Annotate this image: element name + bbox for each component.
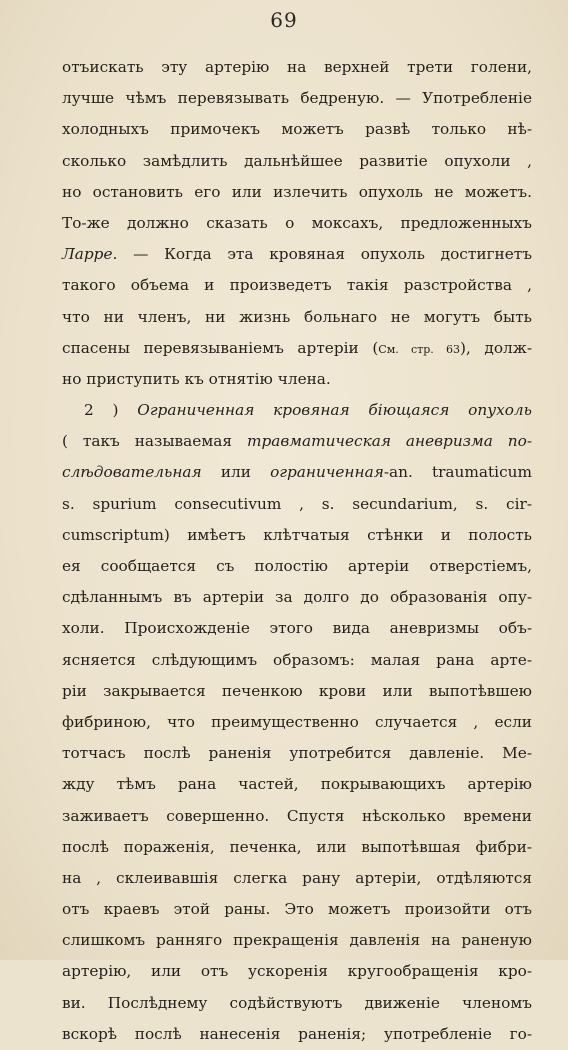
text-segment: cumscriptum) имѣетъ клѣтчатыя стѣнки и полость [62, 525, 532, 544]
text-segment: s. spurium consecutivum , s. secundarium, s. cir- [62, 494, 532, 513]
page-number: 69 [270, 8, 298, 32]
text-segment: То-же должно сказать о моксахъ, предложенныхъ [62, 213, 532, 232]
text-segment: спасены перевязываніемъ артеріи ( [62, 338, 379, 357]
text-line [62, 582, 532, 613]
text-segment: сколько замѣдлить дальнѣйшее развитіе опухоли , [62, 151, 532, 170]
text-line [62, 707, 532, 738]
text-segment: жду тѣмъ рана частей, покрывающихъ артерію [62, 775, 532, 794]
text-line [62, 925, 532, 956]
text-segment: холи. Происхожденіе этого вида аневризмы объ- [62, 619, 532, 638]
text-segment: ( такъ называемая [62, 432, 247, 451]
text-line [62, 1019, 532, 1050]
body-text [62, 52, 532, 1050]
text-line [62, 832, 532, 863]
text-line [62, 801, 532, 832]
italic-text: травматическая аневризма по- [246, 432, 532, 451]
italic-text: Ларре. [62, 245, 118, 264]
text-segment: или [201, 463, 271, 482]
text-segment: слишкомъ ранняго прекращенія давленія на раненую [62, 931, 532, 950]
text-segment: ея сообщается съ полостію артеріи отверстіемъ, [62, 557, 532, 575]
text-segment: фибриною, что преимущественно случается , если [62, 712, 532, 731]
text-line [62, 146, 532, 177]
text-segment: артерію, или отъ ускоренія кругообращенія кро- [62, 962, 532, 981]
text-segment: вскорѣ послѣ нанесенія раненія; употребленіе го- [62, 1024, 532, 1043]
text-segment: — Когда эта кровяная опухоль достигнетъ [117, 245, 532, 264]
text-line [62, 457, 532, 488]
text-segment: отъискать эту артерію на верхней трети голени, [62, 58, 532, 76]
text-segment: ріи закрывается печенкою крови или выпотѣвшею [62, 681, 532, 700]
text-segment: на , склеивавшія слегка рану артеріи, отдѣляются [62, 868, 532, 887]
text-segment: ), долж- [460, 338, 533, 357]
italic-text: слѣдовательная [62, 463, 202, 482]
text-segment: холодныхъ примочекъ можетъ развѣ только нѣ- [62, 120, 532, 139]
text-line [62, 769, 532, 800]
text-segment: послѣ пораженія, печенка, или выпотѣвшая фибри- [62, 837, 532, 856]
text-line [62, 863, 532, 894]
text-line [62, 738, 532, 769]
text-line [62, 551, 532, 582]
text-segment: ясняется слѣдующимъ образомъ: малая рана арте- [62, 650, 532, 669]
italic-text: ограниченная [270, 463, 384, 482]
text-segment: но приступить къ отнятію члена. [62, 369, 331, 388]
text-line [62, 894, 532, 925]
text-line [62, 645, 532, 676]
text-segment: 2 ) [84, 401, 138, 420]
text-line [62, 395, 532, 426]
text-segment: сдѣланнымъ въ артеріи за долго до образованія опу- [62, 588, 532, 607]
text-segment: отъ краевъ этой раны. Это можетъ произойти отъ [62, 900, 532, 919]
text-segment: тотчасъ послѣ раненія употребится давленіе. Ме- [62, 744, 532, 763]
text-line [62, 83, 532, 114]
text-segment: но остановить его или излечить опухоль не можетъ. [62, 182, 532, 201]
text-line [62, 208, 532, 239]
text-segment: -an. traumaticum [383, 463, 532, 482]
text-line [62, 114, 532, 145]
text-line [62, 956, 532, 987]
text-line [62, 426, 532, 457]
text-line [62, 613, 532, 644]
text-line [62, 489, 532, 520]
text-segment: ви. Послѣднему содѣйствуютъ движеніе членомъ [62, 993, 532, 1012]
text-line [62, 177, 532, 208]
text-line [62, 239, 532, 270]
text-line [62, 364, 532, 395]
text-segment: заживаетъ совершенно. Спустя нѣсколько времени [62, 806, 532, 825]
italic-text: Ограниченная кровяная біющаяся опухоль [137, 401, 532, 420]
text-line [62, 302, 532, 333]
reference-text: См. стр. 63 [378, 342, 460, 356]
text-line [62, 333, 532, 364]
text-line [62, 520, 532, 551]
text-line [62, 52, 532, 83]
text-segment: такого объема и произведетъ такія разстройства , [62, 276, 532, 295]
text-line [62, 676, 532, 707]
text-line [62, 988, 532, 1019]
text-line [62, 270, 532, 301]
text-segment: лучше чѣмъ перевязывать бедреную. — Употребленіе [62, 89, 532, 108]
text-segment: что ни членъ, ни жизнь больнаго не могутъ быть [62, 307, 532, 326]
